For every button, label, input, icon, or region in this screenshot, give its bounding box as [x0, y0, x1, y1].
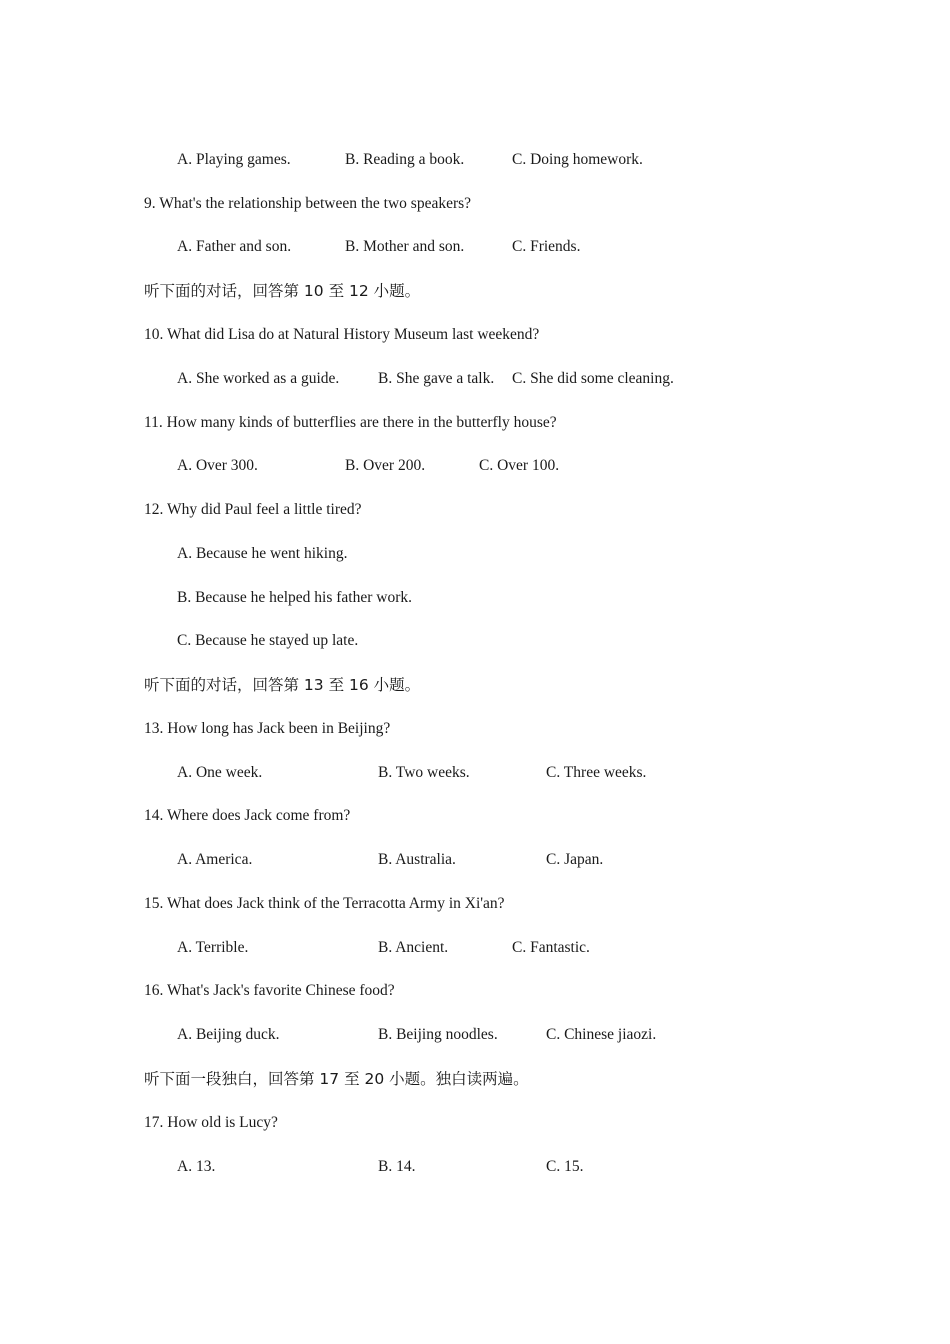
q8-option-c: C. Doing homework. [512, 151, 643, 168]
q14-option-a: A. America. [177, 851, 253, 868]
q12-option-b: B. Because he helped his father work. [177, 589, 413, 606]
section-heading-13-16: 听下面的对话，回答第 13 至 16 小题。 [144, 676, 421, 694]
q9-option-b: B. Mother and son. [345, 238, 465, 255]
q13-option-a: A. One week. [177, 764, 263, 781]
section-heading-17-20: 听下面一段独白，回答第 17 至 20 小题。独白读两遍。 [144, 1070, 529, 1088]
q10-question: 10. What did Lisa do at Natural History Museum last weekend? [144, 326, 540, 343]
q9-option-a: A. Father and son. [177, 238, 292, 255]
q15-option-b: B. Ancient. [378, 939, 449, 956]
section-heading-10-12: 听下面的对话，回答第 10 至 12 小题。 [144, 282, 421, 300]
q17-question: 17. How old is Lucy? [144, 1114, 278, 1131]
q10-option-a: A. She worked as a guide. [177, 370, 340, 387]
q16-option-c: C. Chinese jiaozi. [546, 1026, 657, 1043]
q17-option-c: C. 15. [546, 1158, 584, 1175]
q10-option-c: C. She did some cleaning. [512, 370, 674, 387]
q11-option-b: B. Over 200. [345, 457, 426, 474]
q14-option-c: C. Japan. [546, 851, 604, 868]
q12-question: 12. Why did Paul feel a little tired? [144, 501, 362, 518]
q11-question: 11. How many kinds of butterflies are there in the butterfly house? [144, 414, 557, 431]
q15-option-c: C. Fantastic. [512, 939, 590, 956]
q12-option-c: C. Because he stayed up late. [177, 632, 359, 649]
q14-question: 14. Where does Jack come from? [144, 807, 351, 824]
q15-option-a: A. Terrible. [177, 939, 249, 956]
q16-option-b: B. Beijing noodles. [378, 1026, 498, 1043]
q9-option-c: C. Friends. [512, 238, 581, 255]
q16-question: 16. What's Jack's favorite Chinese food? [144, 982, 395, 999]
q8-option-a: A. Playing games. [177, 151, 291, 168]
q17-option-b: B. 14. [378, 1158, 416, 1175]
q13-option-c: C. Three weeks. [546, 764, 647, 781]
q9-question: 9. What's the relationship between the two speakers? [144, 195, 472, 212]
q13-question: 13. How long has Jack been in Beijing? [144, 720, 391, 737]
q11-option-a: A. Over 300. [177, 457, 258, 474]
q12-option-a: A. Because he went hiking. [177, 545, 348, 562]
q11-option-c: C. Over 100. [479, 457, 560, 474]
q16-option-a: A. Beijing duck. [177, 1026, 280, 1043]
q14-option-b: B. Australia. [378, 851, 456, 868]
q10-option-b: B. She gave a talk. [378, 370, 495, 387]
q8-option-b: B. Reading a book. [345, 151, 465, 168]
q15-question: 15. What does Jack think of the Terracotta Army in Xi'an? [144, 895, 505, 912]
q17-option-a: A. 13. [177, 1158, 216, 1175]
q13-option-b: B. Two weeks. [378, 764, 470, 781]
